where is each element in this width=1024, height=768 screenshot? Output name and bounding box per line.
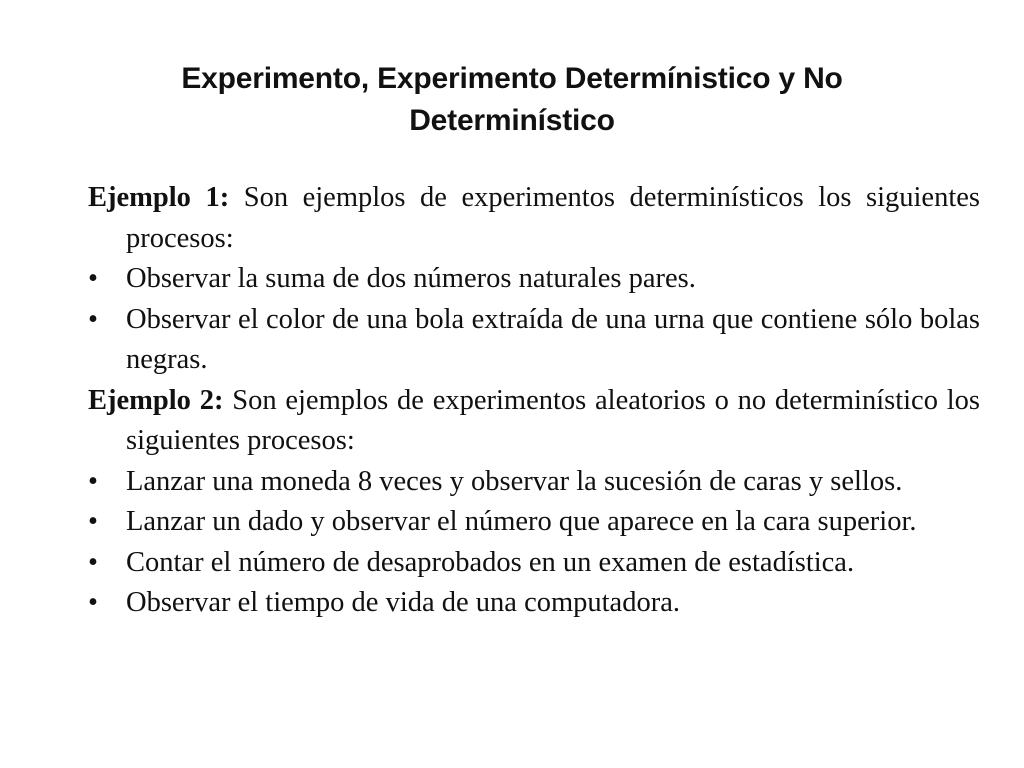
example-1-intro: Son ejemplos de experimentos determinísticos los siguientes procesos: (126, 182, 980, 254)
list-item-text: Contar el número de desaprobados en un examen de estadística. (126, 546, 855, 578)
list-item (88, 462, 980, 503)
list-item-text: Lanzar un dado y observar el número que aparece en la cara superior. (126, 506, 917, 537)
bullet-icon: • (88, 263, 98, 294)
example-2-label: Ejemplo 2: (88, 384, 224, 416)
list-item (88, 259, 980, 300)
list-item (88, 502, 980, 543)
example-1-label: Ejemplo 1: (88, 182, 230, 213)
bullet-icon: • (88, 546, 98, 578)
list-item-text: Observar el color de una bola extraída de una urna que contiene sólo bolas negras. (126, 303, 980, 375)
slide-body (88, 178, 980, 624)
bullet-icon: • (88, 506, 98, 537)
list-item (88, 583, 980, 624)
list-item-text: Lanzar una moneda 8 veces y observar la sucesión de caras y sellos. (126, 465, 903, 497)
bullet-icon: • (88, 587, 98, 618)
list-item (88, 300, 980, 381)
list-item-text: Observar la suma de dos números naturales pares. (126, 263, 696, 294)
example-2-intro: Son ejemplos de experimentos aleatorios o no determinístico los siguientes procesos: (126, 384, 980, 456)
bullet-icon: • (88, 303, 98, 335)
example-2-paragraph (88, 381, 980, 462)
example-1-paragraph (88, 178, 980, 259)
list-item (88, 543, 980, 584)
bullet-icon: • (88, 465, 98, 497)
list-item-text: Observar el tiempo de vida de una computadora. (126, 587, 680, 618)
slide-title: Experimento, Experimento Determínistico y No Determinístico (181, 62, 843, 137)
